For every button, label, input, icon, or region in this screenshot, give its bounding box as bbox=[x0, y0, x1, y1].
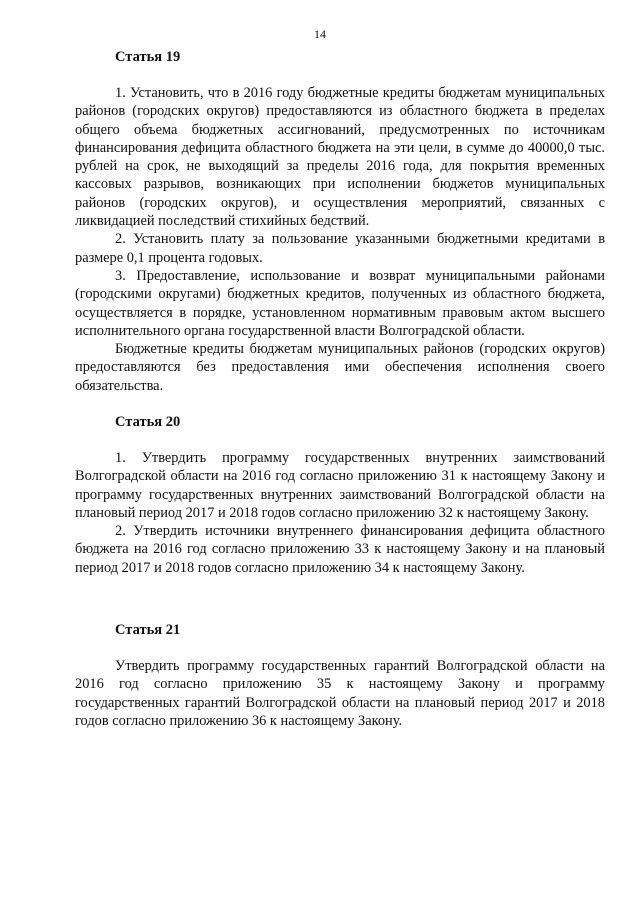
article-paragraph: 1. Утвердить программу государственных внутренних заимствований Волгоградской области на 2016 год согласно приложению 31 к настоящему Закону и программу государственных внутренних заимствований Волгоградской области на плановый период 2017 и 2018 годов согласно приложению 32 к настоящему Закону. bbox=[75, 450, 605, 521]
article-19 bbox=[75, 48, 605, 395]
article-paragraph: 2. Установить плату за пользование указанными бюджетными кредитами в размере 0,1 процента годовых. bbox=[75, 231, 605, 266]
article-heading: Статья 21 bbox=[115, 622, 181, 638]
article-heading: Статья 20 bbox=[115, 414, 181, 430]
article-paragraph: 2. Утвердить источники внутреннего финансирования дефицита областного бюджета на 2016 год согласно приложению 33 к настоящему Закону и на плановый период 2017 и 2018 годов согласно приложению 34 к настоящему Закону. bbox=[75, 523, 605, 576]
article-21 bbox=[75, 621, 605, 730]
article-paragraph: 3. Предоставление, использование и возврат муниципальными районами (городскими округами) бюджетных кредитов, полученных из областного бюджета, осуществляется в порядке, установленном нормативным правовым актом высшего исполнительного органа государственной власти Волгоградской области. bbox=[75, 267, 605, 339]
article-heading: Статья 19 bbox=[115, 49, 181, 65]
article-paragraph: Бюджетные кредиты бюджетам муниципальных районов (городских округов) предоставляются без предоставления ими обеспечения исполнения своего обязательства. bbox=[75, 341, 605, 394]
page-number: 14 bbox=[314, 27, 326, 41]
article-paragraph: 1. Установить, что в 2016 году бюджетные кредиты бюджетам муниципальных районов (городских округов) предоставляются из областного бюджета в пределах общего объема бюджетных ассигнований, предусмотренных по источникам финансирования дефицита областного бюджета на эти цели, в сумме до 40000,0 тыс. рублей на срок, не выходящий за пределы 2016 года, для покрытия временных кассовых разрывов, возникающих при исполнении бюджетов муниципальных районов (городских округов), и осуществления мероприятий, связанных с ликвидацией последствий стихийных бедствий. bbox=[75, 85, 605, 230]
article-20 bbox=[75, 413, 605, 577]
article-paragraph: Утвердить программу государственных гарантий Волгоградской области на 2016 год согласно приложению 35 к настоящему Закону и программу государственных гарантий Волгоградской области на плановый период 2017 и 2018 годов согласно приложению 36 к настоящему Закону. bbox=[75, 658, 605, 729]
